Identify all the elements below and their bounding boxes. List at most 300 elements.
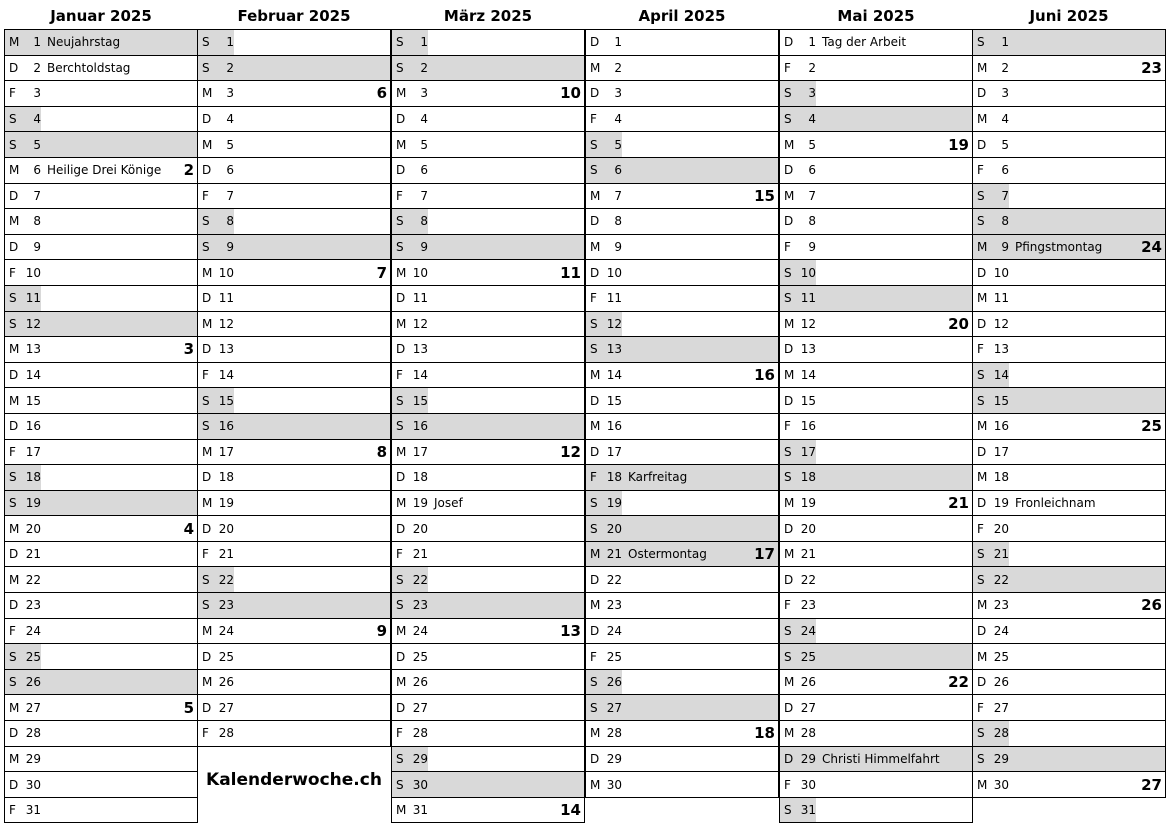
day-number: 10 xyxy=(606,265,622,280)
day-label xyxy=(392,772,428,797)
weekday-letter: M xyxy=(9,521,20,536)
day-row xyxy=(5,772,197,798)
week-number: 20 xyxy=(948,314,969,333)
weekday-letter: S xyxy=(977,214,985,229)
day-row xyxy=(973,619,1165,645)
day-row xyxy=(198,567,390,593)
day-label xyxy=(392,465,428,490)
holiday-name: Ostermontag xyxy=(628,547,707,562)
weekday-letter: M xyxy=(784,188,795,203)
day-number: 22 xyxy=(218,572,234,587)
weekday-letter: M xyxy=(202,444,213,459)
day-number: 14 xyxy=(800,368,816,383)
day-label xyxy=(5,235,41,260)
day-row xyxy=(780,772,972,798)
day-label xyxy=(973,209,1009,234)
day-number: 26 xyxy=(25,675,41,690)
day-number: 1 xyxy=(614,35,622,50)
weekday-letter: M xyxy=(977,470,988,485)
weekday-letter: F xyxy=(202,188,209,203)
day-label xyxy=(5,695,41,720)
weekday-letter: D xyxy=(202,342,212,357)
day-row xyxy=(392,388,584,414)
day-label xyxy=(198,721,234,746)
weekday-letter: F xyxy=(977,700,984,715)
day-row xyxy=(5,721,197,747)
day-number: 15 xyxy=(800,393,816,408)
weekday-letter: D xyxy=(590,751,600,766)
day-label xyxy=(5,30,41,55)
weekday-letter: S xyxy=(590,316,598,331)
day-label xyxy=(5,363,41,388)
day-label xyxy=(780,721,816,746)
day-row xyxy=(973,184,1165,210)
day-number: 9 xyxy=(226,240,234,255)
day-row xyxy=(198,619,390,645)
day-label xyxy=(5,158,41,183)
week-number: 4 xyxy=(183,519,194,538)
day-row xyxy=(392,516,584,542)
weekday-letter: M xyxy=(202,316,213,331)
brand-watermark: Kalenderwoche.ch xyxy=(206,770,382,790)
weekday-letter: D xyxy=(9,60,19,75)
weekday-letter: S xyxy=(977,35,985,50)
day-row xyxy=(780,184,972,210)
day-label xyxy=(780,286,816,311)
day-number: 21 xyxy=(218,547,234,562)
day-row xyxy=(392,491,584,517)
day-label xyxy=(780,209,816,234)
day-label xyxy=(198,337,234,362)
day-number: 11 xyxy=(606,291,622,306)
day-row xyxy=(973,30,1165,56)
day-row xyxy=(586,56,778,82)
day-row xyxy=(5,107,197,133)
day-row xyxy=(392,30,584,56)
day-row xyxy=(780,593,972,619)
day-label xyxy=(586,132,622,157)
day-number: 11 xyxy=(25,291,41,306)
day-number: 21 xyxy=(606,547,622,562)
day-number: 31 xyxy=(800,803,816,818)
day-row xyxy=(392,81,584,107)
day-row xyxy=(5,644,197,670)
day-number: 8 xyxy=(614,214,622,229)
weekday-letter: M xyxy=(977,240,988,255)
day-label xyxy=(392,593,428,618)
weekday-letter: D xyxy=(977,137,987,152)
weekday-letter: D xyxy=(977,495,987,510)
weekday-letter: S xyxy=(202,598,210,613)
day-label xyxy=(973,747,1009,772)
day-number: 12 xyxy=(800,316,816,331)
day-label xyxy=(392,30,428,55)
day-row xyxy=(780,798,972,824)
day-number: 5 xyxy=(808,137,816,152)
day-label xyxy=(198,440,234,465)
day-number: 25 xyxy=(800,649,816,664)
day-number: 11 xyxy=(218,291,234,306)
day-label xyxy=(780,388,816,413)
day-number: 19 xyxy=(993,495,1009,510)
day-number: 28 xyxy=(993,726,1009,741)
day-label xyxy=(5,747,41,772)
month-column xyxy=(585,3,779,798)
day-number: 27 xyxy=(412,700,428,715)
weekday-letter: M xyxy=(784,495,795,510)
day-number: 23 xyxy=(993,598,1009,613)
day-label xyxy=(973,260,1009,285)
weekday-letter: S xyxy=(9,316,17,331)
month-title: Januar 2025 xyxy=(50,7,152,25)
day-number: 22 xyxy=(606,572,622,587)
weekday-letter: M xyxy=(202,86,213,101)
month-title: Februar 2025 xyxy=(237,7,351,25)
day-row xyxy=(586,644,778,670)
day-label xyxy=(973,414,1009,439)
weekday-letter: S xyxy=(784,649,792,664)
day-row xyxy=(780,260,972,286)
weekday-letter: M xyxy=(977,60,988,75)
day-number: 4 xyxy=(808,112,816,127)
day-number: 14 xyxy=(412,368,428,383)
day-row xyxy=(780,363,972,389)
day-row xyxy=(392,132,584,158)
weekday-letter: M xyxy=(202,137,213,152)
day-label xyxy=(780,747,816,772)
day-label xyxy=(780,414,816,439)
day-number: 20 xyxy=(606,521,622,536)
weekday-letter: D xyxy=(784,521,794,536)
day-row xyxy=(392,235,584,261)
day-label xyxy=(586,209,622,234)
day-number: 20 xyxy=(218,521,234,536)
weekday-letter: D xyxy=(9,547,19,562)
day-row xyxy=(586,721,778,747)
weekday-letter: S xyxy=(9,675,17,690)
day-row xyxy=(5,81,197,107)
weekday-letter: D xyxy=(9,777,19,792)
day-label xyxy=(5,414,41,439)
day-row xyxy=(5,670,197,696)
day-label xyxy=(392,747,428,772)
day-label xyxy=(392,132,428,157)
day-label xyxy=(780,542,816,567)
day-row xyxy=(780,440,972,466)
day-label xyxy=(973,158,1009,183)
day-label xyxy=(586,30,622,55)
day-number: 18 xyxy=(412,470,428,485)
weekday-letter: M xyxy=(590,188,601,203)
day-number: 6 xyxy=(33,163,41,178)
week-number: 18 xyxy=(754,724,775,743)
day-label xyxy=(198,312,234,337)
weekday-letter: S xyxy=(396,393,404,408)
weekday-letter: M xyxy=(396,265,407,280)
day-number: 16 xyxy=(218,419,234,434)
day-label xyxy=(5,491,41,516)
day-label xyxy=(586,184,622,209)
day-label xyxy=(973,388,1009,413)
day-label xyxy=(392,567,428,592)
day-label xyxy=(392,337,428,362)
day-row xyxy=(973,235,1165,261)
day-number: 27 xyxy=(25,700,41,715)
day-number: 28 xyxy=(606,726,622,741)
day-row xyxy=(198,516,390,542)
day-row xyxy=(973,363,1165,389)
day-label xyxy=(392,670,428,695)
day-number: 21 xyxy=(993,547,1009,562)
weekday-letter: D xyxy=(784,751,794,766)
day-label xyxy=(973,235,1009,260)
day-label xyxy=(586,107,622,132)
weekday-letter: F xyxy=(202,368,209,383)
weekday-letter: S xyxy=(202,214,210,229)
day-number: 9 xyxy=(614,240,622,255)
day-number: 10 xyxy=(993,265,1009,280)
day-number: 17 xyxy=(993,444,1009,459)
day-row xyxy=(586,747,778,773)
week-number: 16 xyxy=(754,366,775,385)
day-label xyxy=(780,670,816,695)
day-label xyxy=(973,465,1009,490)
weekday-letter: F xyxy=(9,86,16,101)
day-row xyxy=(392,260,584,286)
day-label xyxy=(973,30,1009,55)
week-number: 27 xyxy=(1141,775,1162,794)
day-row xyxy=(198,670,390,696)
weekday-letter: F xyxy=(590,649,597,664)
week-number: 7 xyxy=(376,263,387,282)
weekday-letter: D xyxy=(784,35,794,50)
day-number: 2 xyxy=(33,60,41,75)
day-label xyxy=(5,312,41,337)
day-row xyxy=(586,312,778,338)
day-number: 22 xyxy=(25,572,41,587)
week-number: 3 xyxy=(183,340,194,359)
day-number: 14 xyxy=(25,368,41,383)
day-row xyxy=(780,644,972,670)
day-label xyxy=(5,542,41,567)
day-row xyxy=(586,440,778,466)
day-row xyxy=(5,465,197,491)
day-row xyxy=(586,158,778,184)
weekday-letter: D xyxy=(590,572,600,587)
day-row xyxy=(198,363,390,389)
day-row xyxy=(586,491,778,517)
day-row xyxy=(198,388,390,414)
weekday-letter: S xyxy=(202,35,210,50)
day-label xyxy=(780,337,816,362)
week-number: 21 xyxy=(948,493,969,512)
day-label xyxy=(586,388,622,413)
day-row xyxy=(5,593,197,619)
day-number: 4 xyxy=(420,112,428,127)
day-number: 26 xyxy=(606,675,622,690)
day-row xyxy=(5,184,197,210)
weekday-letter: S xyxy=(9,470,17,485)
weekday-letter: S xyxy=(784,291,792,306)
day-row xyxy=(5,747,197,773)
day-label xyxy=(586,491,622,516)
weekday-letter: M xyxy=(396,444,407,459)
weekday-letter: D xyxy=(784,163,794,178)
day-row xyxy=(392,644,584,670)
day-number: 4 xyxy=(614,112,622,127)
day-row xyxy=(780,747,972,773)
day-number: 12 xyxy=(993,316,1009,331)
day-label xyxy=(973,81,1009,106)
day-label xyxy=(973,670,1009,695)
day-row xyxy=(973,644,1165,670)
weekday-letter: F xyxy=(9,803,16,818)
day-row xyxy=(586,184,778,210)
weekday-letter: S xyxy=(977,726,985,741)
day-row xyxy=(973,286,1165,312)
day-label xyxy=(392,209,428,234)
day-number: 24 xyxy=(218,623,234,638)
weekday-letter: M xyxy=(784,137,795,152)
day-number: 29 xyxy=(25,751,41,766)
day-label xyxy=(586,695,622,720)
day-row xyxy=(198,695,390,721)
weekday-letter: D xyxy=(396,112,406,127)
day-row xyxy=(198,593,390,619)
weekday-letter: S xyxy=(977,572,985,587)
weekday-letter: S xyxy=(784,112,792,127)
day-row xyxy=(5,337,197,363)
weekday-letter: D xyxy=(784,342,794,357)
day-row xyxy=(586,260,778,286)
day-label xyxy=(198,107,234,132)
weekday-letter: F xyxy=(590,291,597,306)
day-row xyxy=(780,56,972,82)
weekday-letter: D xyxy=(9,726,19,741)
day-number: 24 xyxy=(993,623,1009,638)
day-row xyxy=(198,56,390,82)
weekday-letter: M xyxy=(396,495,407,510)
day-number: 15 xyxy=(25,393,41,408)
day-label xyxy=(5,81,41,106)
weekday-letter: D xyxy=(977,86,987,101)
day-number: 11 xyxy=(412,291,428,306)
day-row xyxy=(392,593,584,619)
weekday-letter: M xyxy=(590,368,601,383)
weekday-letter: S xyxy=(9,137,17,152)
day-row xyxy=(973,721,1165,747)
weekday-letter: S xyxy=(784,470,792,485)
day-number: 12 xyxy=(25,316,41,331)
day-label xyxy=(973,772,1009,797)
day-row xyxy=(198,312,390,338)
day-label xyxy=(5,337,41,362)
weekday-letter: D xyxy=(396,291,406,306)
day-row xyxy=(780,567,972,593)
day-row xyxy=(198,81,390,107)
weekday-letter: D xyxy=(396,521,406,536)
day-label xyxy=(392,388,428,413)
day-label xyxy=(780,516,816,541)
day-number: 8 xyxy=(33,214,41,229)
day-number: 21 xyxy=(800,547,816,562)
day-number: 8 xyxy=(420,214,428,229)
weekday-letter: M xyxy=(202,623,213,638)
day-row xyxy=(973,542,1165,568)
day-number: 13 xyxy=(606,342,622,357)
day-row xyxy=(198,542,390,568)
day-label xyxy=(198,209,234,234)
weekday-letter: S xyxy=(977,751,985,766)
day-label xyxy=(5,56,41,81)
day-number: 10 xyxy=(25,265,41,280)
weekday-letter: D xyxy=(9,188,19,203)
day-number: 4 xyxy=(1001,112,1009,127)
day-number: 23 xyxy=(800,598,816,613)
week-number: 14 xyxy=(560,801,581,820)
day-row xyxy=(973,670,1165,696)
day-number: 25 xyxy=(606,649,622,664)
weekday-letter: M xyxy=(590,240,601,255)
day-row xyxy=(392,209,584,235)
day-number: 18 xyxy=(800,470,816,485)
weekday-letter: D xyxy=(590,35,600,50)
day-number: 5 xyxy=(33,137,41,152)
day-number: 8 xyxy=(1001,214,1009,229)
day-row xyxy=(392,747,584,773)
weekday-letter: M xyxy=(784,675,795,690)
weekday-letter: F xyxy=(590,112,597,127)
weekday-letter: S xyxy=(202,419,210,434)
day-number: 17 xyxy=(606,444,622,459)
day-row xyxy=(392,312,584,338)
day-label xyxy=(780,772,816,797)
day-label xyxy=(198,542,234,567)
day-row xyxy=(198,414,390,440)
day-label xyxy=(5,798,41,823)
day-row xyxy=(5,158,197,184)
day-number: 24 xyxy=(412,623,428,638)
day-number: 10 xyxy=(800,265,816,280)
day-label xyxy=(586,312,622,337)
weekday-letter: M xyxy=(590,598,601,613)
day-label xyxy=(198,695,234,720)
day-number: 27 xyxy=(218,700,234,715)
day-row xyxy=(5,695,197,721)
day-row xyxy=(973,56,1165,82)
day-label xyxy=(973,184,1009,209)
day-row xyxy=(973,465,1165,491)
weekday-letter: D xyxy=(590,214,600,229)
day-number: 30 xyxy=(412,777,428,792)
weekday-letter: S xyxy=(590,495,598,510)
day-row xyxy=(780,209,972,235)
day-row xyxy=(780,107,972,133)
week-number: 13 xyxy=(560,621,581,640)
day-row xyxy=(973,260,1165,286)
day-number: 12 xyxy=(218,316,234,331)
holiday-name: Neujahrstag xyxy=(47,35,121,50)
day-label xyxy=(973,516,1009,541)
weekday-letter: M xyxy=(977,112,988,127)
day-number: 9 xyxy=(1001,240,1009,255)
day-label xyxy=(198,593,234,618)
weekday-letter: S xyxy=(977,547,985,562)
day-number: 14 xyxy=(218,368,234,383)
day-number: 13 xyxy=(412,342,428,357)
day-list xyxy=(391,29,585,823)
day-number: 19 xyxy=(25,495,41,510)
